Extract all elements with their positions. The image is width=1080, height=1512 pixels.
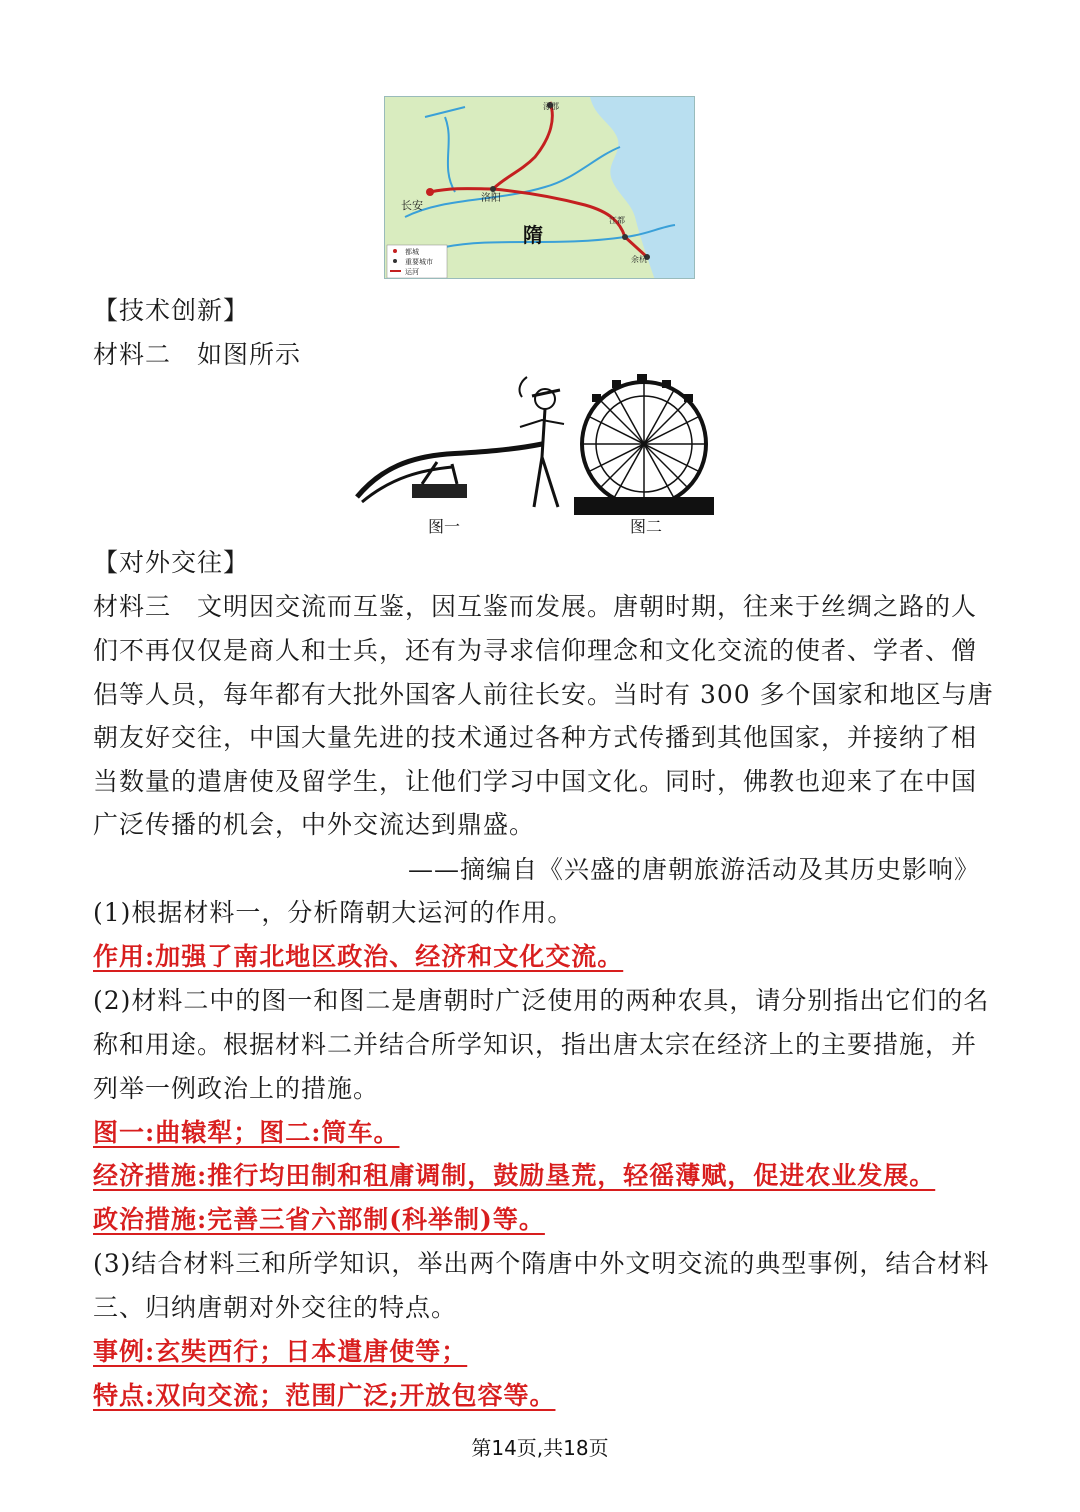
material-3-line-2: 们不再仅仅是商人和士兵，还有为寻求信仰理念和文化交流的使者、学者、僧 bbox=[93, 636, 978, 665]
material-3-line-5: 当数量的遣唐使及留学生，让他们学习中国文化。同时，佛教也迎来了在中国 bbox=[93, 767, 978, 796]
answer-1: 作用:加强了南北地区政治、经济和文化交流。 bbox=[93, 942, 624, 971]
map-figure bbox=[385, 97, 695, 279]
answer-2-economic: 经济措施:推行均田制和租庸调制，鼓励垦荒，轻徭薄赋，促进农业发展。 bbox=[93, 1161, 936, 1190]
map-label-yuhang: 余杭 bbox=[631, 255, 647, 264]
fig2-caption: 图二 bbox=[630, 517, 663, 536]
question-2-line-2: 称和用途。根据材料二并结合所学知识，指出唐太宗在经济上的主要措施，并 bbox=[93, 1030, 978, 1059]
material-3-line-4: 朝友好交往，中国大量先进的技术通过各种方式传播到其他国家，并接纳了相 bbox=[93, 723, 978, 752]
answer-3-features: 特点:双向交流；范围广泛;开放包容等。 bbox=[93, 1381, 556, 1410]
section-foreign-heading: 【对外交往】 bbox=[93, 548, 250, 577]
question-1: (1)根据材料一，分析隋朝大运河的作用。 bbox=[93, 898, 574, 927]
answer-2-tools: 图一:曲辕犁；图二:筒车。 bbox=[93, 1118, 400, 1147]
map-legend-city: 重要城市 bbox=[405, 258, 433, 266]
map-legend-canal: 运河 bbox=[405, 268, 419, 276]
answer-2-political: 政治措施:完善三省六部制(科举制)等。 bbox=[93, 1205, 545, 1234]
question-2-line-3: 列举一例政治上的措施。 bbox=[93, 1074, 380, 1103]
answer-3-examples: 事例:玄奘西行；日本遣唐使等； bbox=[93, 1337, 468, 1366]
map-label-jiangdu: 江都 bbox=[609, 216, 625, 225]
material-2-label: 材料二 如图所示 bbox=[93, 340, 302, 369]
material-3-line-3: 侣等人员，每年都有大批外国客人前往长安。当时有 300 多个国家和地区与唐 bbox=[93, 680, 994, 709]
material-3-line-6: 广泛传播的机会，中外交流达到鼎盛。 bbox=[93, 810, 536, 839]
question-2-line-1: (2)材料二中的图一和图二是唐朝时广泛使用的两种农具，请分别指出它们的名 bbox=[93, 986, 990, 1015]
page-number: 第14页,共18页 bbox=[471, 1436, 609, 1460]
map-label-changan: 长安 bbox=[401, 199, 423, 212]
farm-tools-drawing bbox=[352, 372, 722, 540]
question-3-line-2: 三、归纳唐朝对外交往的特点。 bbox=[93, 1293, 458, 1322]
map-label-zhuojun: 涿郡 bbox=[543, 102, 559, 111]
map-label-sui: 隋 bbox=[523, 223, 543, 247]
question-3-line-1: (3)结合材料三和所学知识，举出两个隋唐中外文明交流的典型事例，结合材料 bbox=[93, 1249, 990, 1278]
material-3-source: ——摘编自《兴盛的唐朝旅游活动及其历史影响》 bbox=[407, 855, 980, 884]
fig1-caption: 图一 bbox=[428, 517, 461, 536]
map-label-luoyang: 洛阳 bbox=[481, 193, 501, 204]
map-legend-capital: 都城 bbox=[405, 248, 419, 256]
farm-tools-figure bbox=[352, 372, 722, 540]
material-3-line-1: 材料三 文明因交流而互鉴，因互鉴而发展。唐朝时期，往来于丝绸之路的人 bbox=[93, 592, 978, 621]
section-tech-heading: 【技术创新】 bbox=[93, 296, 250, 325]
sui-canal-map bbox=[384, 96, 695, 279]
